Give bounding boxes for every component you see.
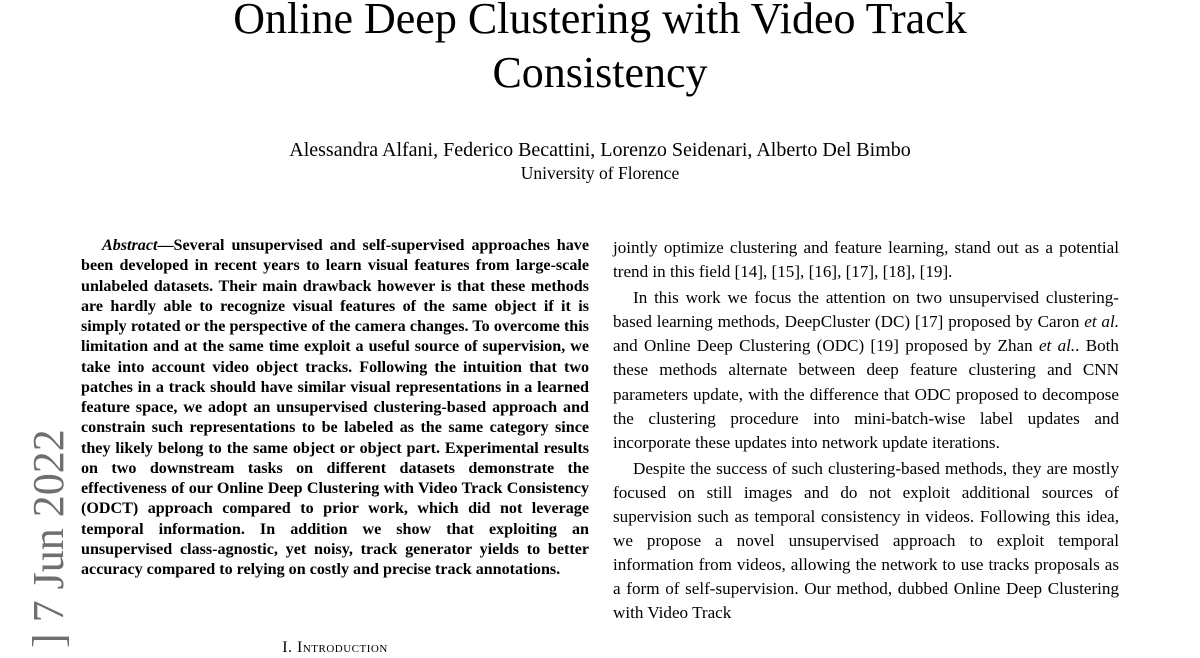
abstract-label: Abstract —: [102, 237, 174, 254]
abstract-column: [81, 236, 589, 580]
body-paragraph-2-part-b: and Online Deep Clustering (ODC) [19] proposed by Zhan: [613, 336, 1039, 356]
affiliation: University of Florence: [520, 163, 680, 183]
body-paragraph-1: jointly optimize clustering and feature learning, stand out as a potential trend in this field [14], [15], [16], [17], [18], [19].: [613, 238, 1119, 282]
body-paragraph-2-part-a: In this work we focus the attention on two unsupervised clustering-based learning methods, DeepCluster (DC) [17] proposed by Caron: [613, 288, 1119, 332]
body-paragraph-2-part-c: . Both these methods alternate between deep feature clustering and CNN parameters update, with the difference that ODC proposed to decompose the clustering procedure into mini-batch-wise label updates and incorporate these updates into network update iterations.: [613, 336, 1119, 452]
body-paragraph-2: [613, 286, 1119, 455]
paper-title: [0, 0, 1200, 100]
body-paragraph-3: Despite the success of such clustering-based methods, they are mostly focused on still images and do not exploit additional sources of supervision such as temporal consistency in videos. Following this idea, we propose a novel unsupervised approach to exploit temporal information from videos, allowing the network to use tracks proposals as a form of self-supervision. Our method, dubbed Online Deep Clustering with Video Track: [613, 458, 1119, 623]
abstract-text: Several unsupervised and self-supervised approaches have been developed in recent years to learn visual features from large-scale unlabeled datasets. Their main drawback however is that these methods are hardly able to recognize visual features of the same object if it is simply rotated or the perspective of the camera changes. To overcome this limitation and at the same time exploit a useful source of supervision, we take into account video object tracks. Following the intuition that two patches in a track should have similar visual representations in a learned feature space, we adopt an unsupervised clustering-based approach and constrain such representations to be labeled as the same category since they likely belong to the same object or object part. Experimental results on two downstream tasks on different datasets demonstrate the effectiveness of our Online Deep Clustering with Video Track Consistency (ODCT) approach compared to prior work, which did not leverage temporal information. In addition we show that exploiting an unsupervised class-agnostic, yet noisy, track generator yields to better accuracy compared to relying on costly and precise track annotations.: [81, 237, 589, 578]
body-paragraph-2-etal-1: et al.: [1084, 312, 1119, 332]
body-right-column: [613, 236, 1119, 626]
paper-title-line-2: Consistency: [492, 48, 708, 97]
body-paragraph-2-etal-2: et al.: [1038, 336, 1076, 356]
arxiv-margin-stamp: ] 7 Jun 2022: [24, 429, 73, 648]
author-list: Alessandra Alfani, Federico Becattini, Lorenzo Seidenari, Alberto Del Bimbo: [289, 139, 911, 161]
paper-title-line-1: Online Deep Clustering with Video Track: [233, 0, 967, 43]
abstract-paragraph: [81, 236, 589, 580]
section-heading-introduction: I. Introduction: [282, 639, 388, 656]
